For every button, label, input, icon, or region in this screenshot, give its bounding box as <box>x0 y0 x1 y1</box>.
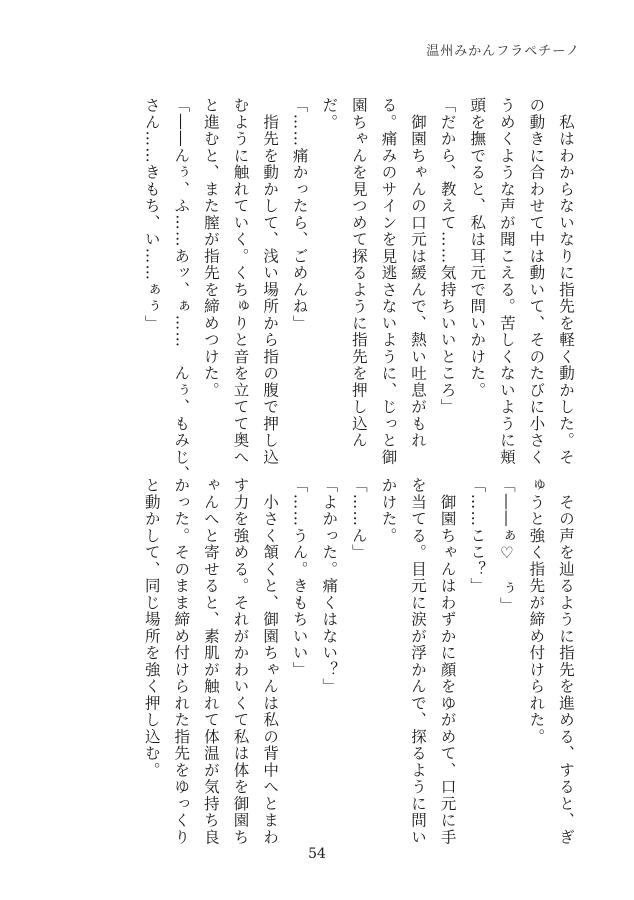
text-column: 御園ちゃんの口元は緩んで、熱い吐息がもれ <box>409 97 428 449</box>
text-column: 「……ん」 <box>349 477 368 561</box>
upper-text-block <box>136 97 580 483</box>
text-column: 指先を動かして、浅い場所から指の腹で押し込 <box>261 97 280 466</box>
text-column: 「よかった。痛くはない？」 <box>320 477 339 695</box>
text-column: 「――んぅ、ふ……あッ、ぁ…… んぅ、もみじ、 <box>172 97 191 483</box>
text-column: だ。 <box>320 97 339 131</box>
text-column: す力を強める。それがかわいくて私は体を御園ち <box>231 477 250 846</box>
text-column: と動かして、同じ場所を強く押し込む。 <box>142 477 161 779</box>
text-column: ゃんへと寄せると、素肌が触れて体温が気持ち良 <box>201 477 220 846</box>
text-column: 園ちゃんを見つめて探るように指先を押し込ん <box>349 97 368 449</box>
text-column: うめくような声が聞こえる。苦しくないように頬 <box>497 97 516 466</box>
text-column: かけた。 <box>379 477 398 544</box>
lower-text-block <box>136 477 580 846</box>
text-column: 「だから、教えて……気持ちいいところ」 <box>438 97 457 416</box>
text-column: かった。そのまま締め付けられた指先をゆっくり <box>172 477 191 846</box>
text-column: を当てる。目元に涙が浮かんで、探るように問い <box>409 477 428 846</box>
text-column: 「……ここ？」 <box>468 477 487 595</box>
text-column: の動きに合わせて中は動いて、そのたびに小さく <box>527 97 546 466</box>
text-column: 頭を撫でると、私は耳元で問いかけた。 <box>468 97 487 399</box>
text-column: る。痛みのサインを見逃さないように、じっと御 <box>379 97 398 466</box>
text-column: むように触れていく。くちゅりと音を立てて奥へ <box>231 97 250 466</box>
running-header-title: 温州みかんフラペチーノ <box>426 44 580 59</box>
text-column: さん……きもち、い……ぁぅ」 <box>142 97 161 332</box>
text-column: 御園ちゃんはわずかに顔をゆがめて、口元に手 <box>438 477 457 846</box>
text-column: ゅうと強く指先が締め付けられた。 <box>527 477 546 745</box>
text-column: 「――ぁ♡ ぅ」 <box>497 477 516 614</box>
page-number: 54 <box>308 846 326 862</box>
text-column: 「……痛かったら、ごめんね」 <box>290 97 309 332</box>
text-column: 「……うん。きもちいい」 <box>290 477 309 678</box>
text-column: 私はわからないなりに指先を軽く動かした。そ <box>557 97 575 466</box>
text-column: 小さく頷くと、御園ちゃんは私の背中へとまわ <box>261 477 280 846</box>
text-column: その声を辿るように指先を進める、すると、ぎ <box>557 477 575 846</box>
text-column: と進むと、また膣が指先を締めつけた。 <box>201 97 220 399</box>
